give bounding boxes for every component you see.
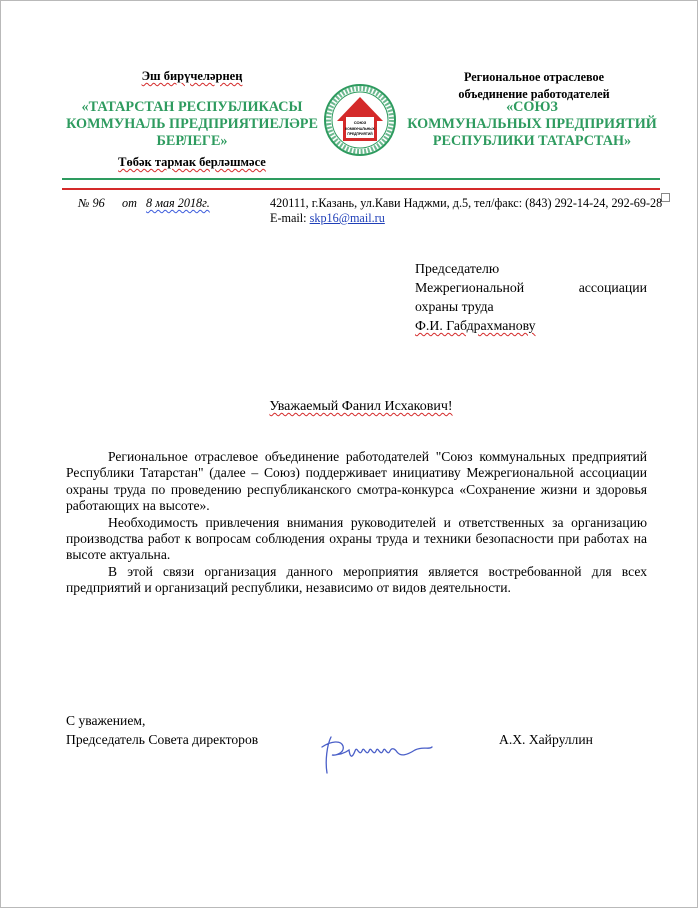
logo-text-1: СОЮЗ [353,120,367,125]
logo-text-2: КОММУНАЛЬНЫХ [345,127,375,131]
header-left-title: «ТАТАРСТАН РЕСПУБЛИКАСЫ КОММУНАЛЬ ПРЕДПРИЯТИЕЛӘРЕ БЕРЛЕГЕ» [66,99,318,149]
signatory-name: А.Х. Хайруллин [499,732,593,747]
signatory-position: Председатель Совета директоров [66,732,259,747]
header-right-title: «СОЮЗ КОММУНАЛЬНЫХ ПРЕДПРИЯТИЙ РЕСПУБЛИКИ ТАТАРСТАН» [407,99,657,149]
document-date: от 8 мая 2018г. [122,196,210,210]
paragraph-3: В этой связи организация данного мероприятия является востребованной для всех предприятий и организаций республики, независимо от видов деятельности. [66,563,647,596]
sender-address: 420111, г.Казань, ул.Кави Наджми, д.5, тел/факс: (843) 292-14-24, 292-69-28 [270,196,663,210]
logo-text-3: ПРЕДПРИЯТИЙ [347,132,373,136]
header-green-rule [62,178,660,180]
email-link[interactable]: skp16@mail.ru [309,211,385,225]
closing-regards: С уважением, [66,713,146,728]
header-red-rule [62,188,660,190]
paragraph-1: Региональное отраслевое объединение работодателей "Союз коммунальных предприятий Республики Татарстан" (далее – Союз) поддерживает инициативу Межрегиональной ассоциации охраны труда по проведению республиканского смотра-конкурса «Сохранение жизни и здоровья работающих на высоте». [66,449,647,514]
paragraph-2: Необходимость привлечения внимания руководителей и ответственных за организацию производства работ к вопросам соблюдения охраны труда и техники безопасности при работах на высоте актуальна. [66,514,647,563]
union-logo [323,83,397,157]
header-right-top: Региональное отраслевое объединение работодателей [458,70,610,101]
greeting: Уважаемый Фанил Исхакович! [269,399,453,414]
sender-email: E-mail: skp16@mail.ru [270,211,385,225]
header-left-top: Эш бирүчеләрнең [141,69,243,83]
header-left-subtitle: Төбәк тармак берләшмәсе [118,155,266,169]
addressee-block: Председателю Межрегиональной ассоциации охраны труда Ф.И. Габдрахманову [415,261,647,333]
letter-body [66,449,647,597]
page-corner-marker [661,193,670,202]
handwritten-signature [319,725,439,777]
document-number: № 96 [78,196,105,210]
